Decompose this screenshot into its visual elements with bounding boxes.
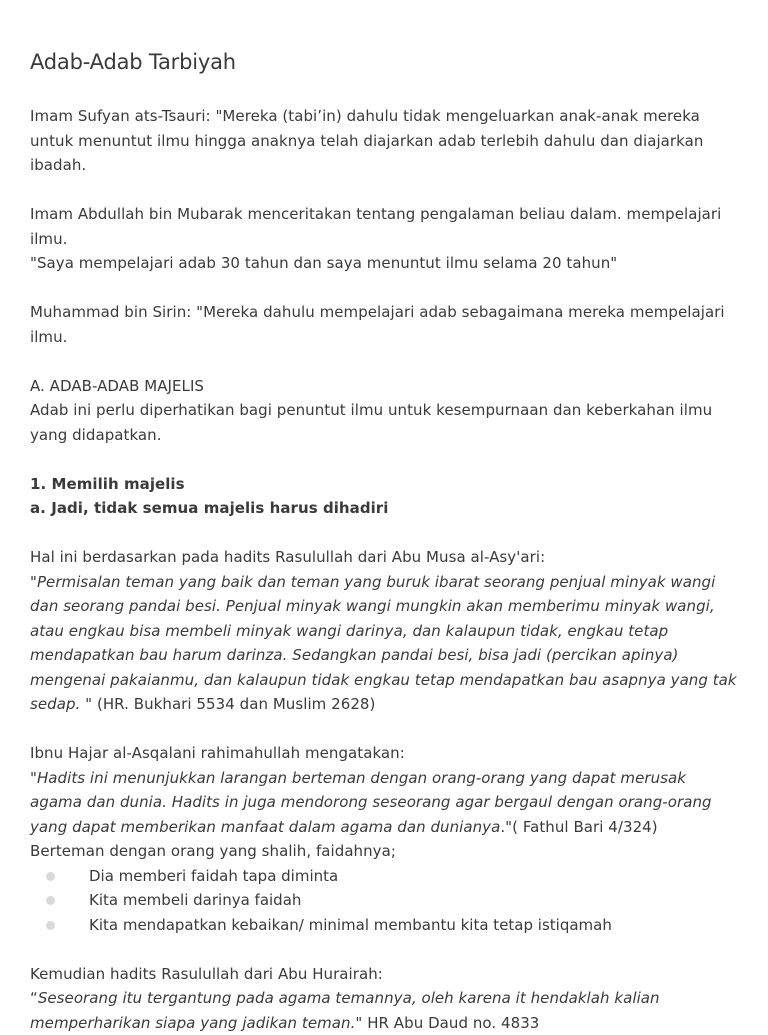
bullet-icon [46,921,55,930]
paragraph-abdullah [30,202,738,276]
list-item [30,913,738,938]
spacer [30,178,738,203]
list-item [30,864,738,889]
section-a [30,374,738,448]
subsection-1a-heading: a. Jadi, tidak semua majelis harus dihadiri [30,499,388,517]
paragraph-abdullah-quote: "Saya mempelajari adab 30 tahun dan saya menuntut ilmu selama 20 tahun" [30,254,617,272]
spacer [30,717,738,742]
bullet-icon [46,896,55,905]
ibnu-hajar-intro: Ibnu Hajar al-Asqalani rahimahullah mengatakan: [30,744,405,762]
spacer [30,521,738,546]
spacer [30,276,738,301]
open-quote: " [30,573,37,591]
ibnu-hajar-text: Hadits ini menunjukkan larangan berteman dengan orang-orang yang dapat merusak agama dan dunia. Hadits in juga mendorong seseorang agar bergaul dengan orang-orang yang dapat memberikan manfaat dalam agama dan dunianya [30,769,712,836]
subsection-1 [30,472,738,521]
section-a-body: Adab ini perlu diperhatikan bagi penuntut ilmu untuk kesempurnaan dan keberkahan ilmu yang didapatkan. [30,401,712,444]
hadith-abu-musa-intro: Hal ini berdasarkan pada hadits Rasulullah dari Abu Musa al-Asy'ari: [30,548,545,566]
benefits-intro: Berteman dengan orang yang shalih, faidahnya; [30,842,396,860]
hadith-abu-hurairah-text: Seseorang itu tergantung pada agama temannya, oleh karena it hendaklah kalian memperharikan siapa yang jadikan teman. [30,989,660,1032]
ibnu-hajar-quote [30,741,738,864]
paragraph-abdullah-line1: Imam Abdullah bin Mubarak menceritakan tentang pengalaman beliau dalam. mempelajari ilmu. [30,205,721,248]
hadith-abu-hurairah-intro: Kemudian hadits Rasulullah dari Abu Hurairah: [30,965,383,983]
benefits-list [30,864,738,938]
subsection-1-heading: 1. Memilih majelis [30,475,185,493]
ibnu-hajar-source: ."( Fathul Bari 4/324) [500,818,657,836]
hadith-abu-hurairah-source: " HR Abu Daud no. 4833 [355,1014,539,1032]
open-quote: " [30,769,37,787]
paragraph-sirin: Muhammad bin Sirin: "Mereka dahulu mempelajari adab sebagaimana mereka mempelajari ilmu. [30,300,738,349]
list-item-text: Kita membeli darinya faidah [89,891,301,909]
hadith-abu-musa-source: " (HR. Bukhari 5534 dan Muslim 2628) [80,695,375,713]
list-item [30,888,738,913]
spacer [30,937,738,962]
bullet-icon [46,872,55,881]
list-item-text: Dia memberi faidah tapa diminta [89,867,338,885]
hadith-abu-musa [30,545,738,717]
spacer [30,349,738,374]
spacer [30,447,738,472]
list-item-text: Kita mendapatkan kebaikan/ minimal membantu kita tetap istiqamah [89,916,612,934]
section-a-heading: A. ADAB-ADAB MAJELIS [30,377,204,395]
open-quote: “ [30,989,38,1007]
paragraph-sufyan: Imam Sufyan ats-Tsauri: "Mereka (tabi’in) dahulu tidak mengeluarkan anak-anak mereka untuk menuntut ilmu hingga anaknya telah diajarkan adab terlebih dahulu dan diajarkan ibadah. [30,104,738,178]
hadith-abu-musa-text: Permisalan teman yang baik dan teman yang buruk ibarat seorang penjual minyak wangi dan seorang pandai besi. Penjual minyak wangi mungkin akan memberimu minyak wangi, atau engkau bisa membeli minyak wangi darinya, dan kalaupun tidak, engkau tetap mendapatkan bau harum darinza. Sedangkan pandai besi, bisa jadi (percikan apinya) mengenai pakaianmu, dan kalaupun tidak engkau tetap mendapatkan bau asapnya yang tak sedap. [30,573,737,714]
page-title: Adab-Adab Tarbiyah [30,48,738,76]
